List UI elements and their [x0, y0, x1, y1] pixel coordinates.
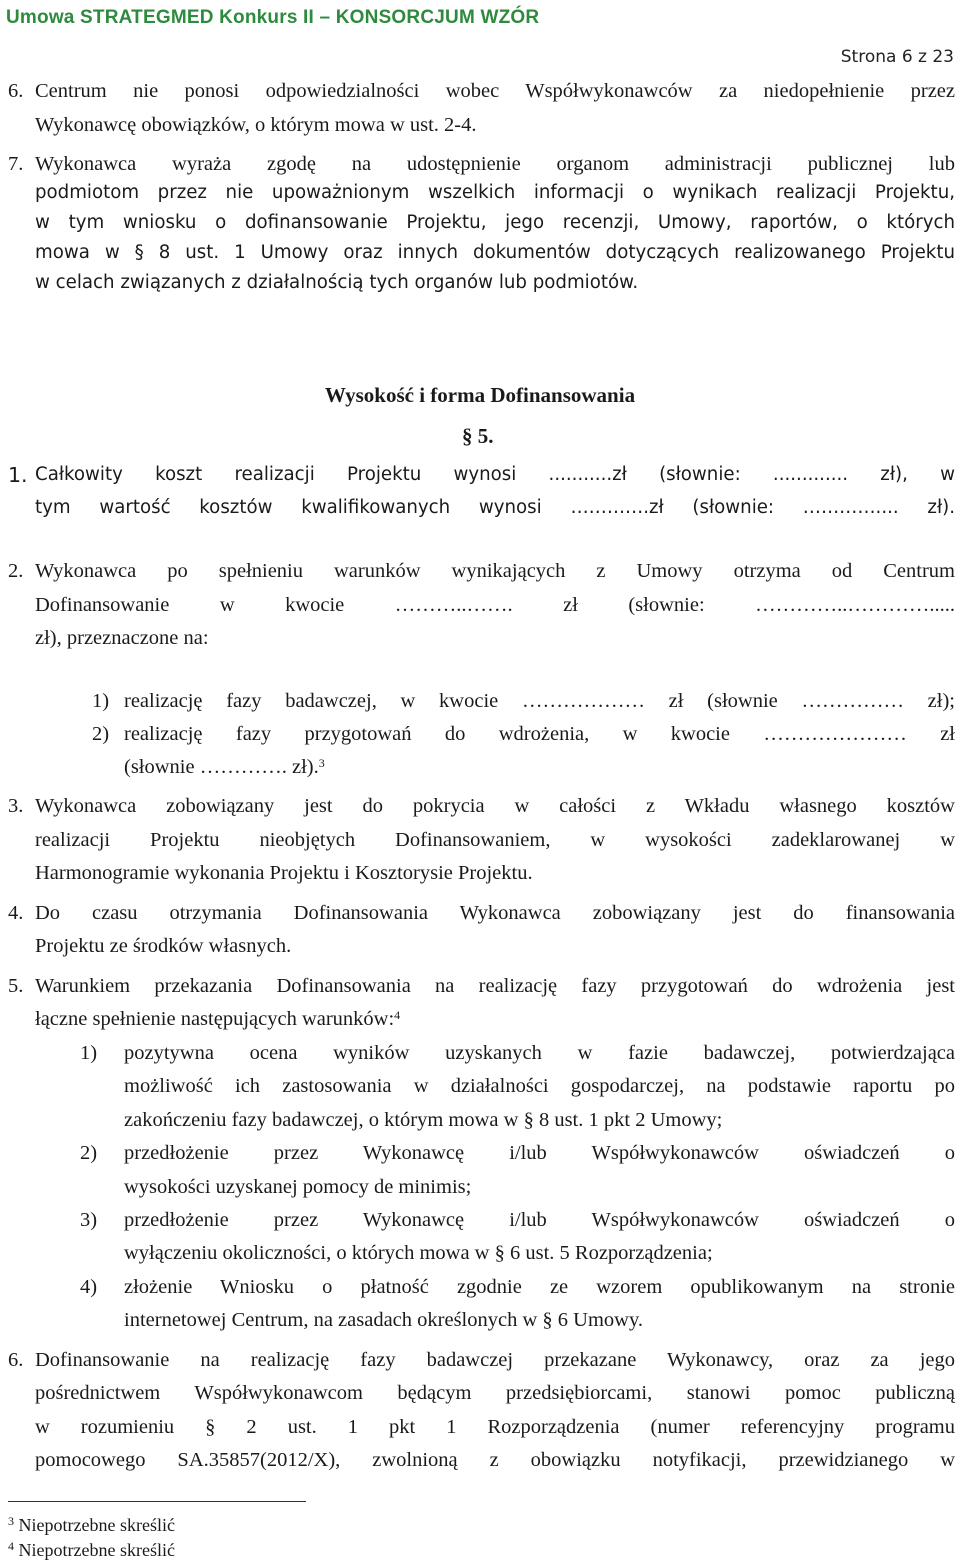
item-6-line-3: w rozumieniu § 2 ust. 1 pkt 1 Rozporządzenia (numer referencyjny programu	[35, 1416, 955, 1438]
item-5-line-1: Warunkiem przekazania Dofinansowania na realizację fazy przygotowań do wdrożenia jest	[35, 975, 955, 997]
item-4-number: 4.	[8, 902, 24, 924]
condition-1-line-1: pozytywna ocena wyników uzyskanych w fazie badawczej, potwierdzająca	[124, 1042, 955, 1064]
item-4-line-1: Do czasu otrzymania Dofinansowania Wykonawca zobowiązany jest do finansowania	[35, 902, 955, 924]
item-6-line-4: pomocowego SA.35857(2012/X), zwolnioną z obowiązku notyfikacji, przewidzianego w	[35, 1449, 955, 1471]
footnote-4-text: Niepotrzebne skreślić	[18, 1540, 175, 1560]
footnote-3	[8, 1514, 175, 1536]
condition-1-number: 1)	[80, 1042, 98, 1064]
document-header-title: Umowa STRATEGMED Konkurs II – KONSORCJUM WZÓR	[6, 7, 540, 28]
footnote-3-text: Niepotrzebne skreślić	[18, 1515, 175, 1535]
condition-1-line-3: zakończeniu fazy badawczej, o którym mowa w § 8 ust. 1 pkt 2 Umowy;	[124, 1109, 723, 1131]
condition-4-line-2: internetowej Centrum, na zasadach określonych w § 6 Umowy.	[124, 1309, 643, 1331]
condition-2-line-1: przedłożenie przez Wykonawcę i/lub Współwykonawców oświadczeń o	[124, 1142, 955, 1164]
item-3-line-1: Wykonawca zobowiązany jest do pokrycia w całości z Wkładu własnego kosztów	[35, 795, 955, 817]
condition-2-line-2: wysokości uzyskanej pomocy de minimis;	[124, 1176, 472, 1198]
paragraph-7-line-2: podmiotom przez nie upoważnionym wszelkich informacji o wynikach realizacji Projektu,	[35, 182, 955, 203]
footnote-ref-3: 3	[318, 756, 325, 770]
footnote-3-mark: 3	[8, 1514, 14, 1528]
item-3-line-3: Harmonogramie wykonania Projektu i Kosztorysie Projektu.	[35, 862, 533, 884]
section-title: Wysokość i forma Dofinansowania	[324, 383, 636, 407]
item-5-line-2	[35, 1004, 400, 1034]
paragraph-7-line-1: Wykonawca wyraża zgodę na udostępnienie organom administracji publicznej lub	[35, 153, 955, 175]
subitem-2-line-2-text: (słownie …………. zł).	[124, 756, 319, 778]
condition-3-line-1: przedłożenie przez Wykonawcę i/lub Współwykonawców oświadczeń o	[124, 1209, 955, 1231]
item-2-number: 2.	[8, 560, 24, 582]
condition-3-line-2: wyłączeniu okoliczności, o których mowa w § 6 ust. 5 Rozporządzenia;	[124, 1242, 713, 1264]
footnote-4-mark: 4	[8, 1539, 14, 1553]
item-6-number: 6.	[8, 1349, 24, 1371]
item-3-number: 3.	[8, 795, 24, 817]
item-5-number: 5.	[8, 975, 24, 997]
item-4-line-2: Projektu ze środków własnych.	[35, 935, 292, 957]
footnote-ref-4: 4	[394, 1008, 401, 1022]
condition-1-line-2: możliwość ich zastosowania w działalności gospodarczej, na podstawie raportu po	[124, 1075, 955, 1097]
page-number: Strona 6 z 23	[840, 47, 954, 67]
item-2-line-2: Dofinansowanie w kwocie ………..……. zł (słownie: …………..………….....	[35, 594, 955, 616]
footnote-separator	[8, 1501, 306, 1502]
paragraph-6-line-2: Wykonawcę obowiązków, o którym mowa w ust. 2-4.	[35, 114, 477, 136]
subitem-2-number: 2)	[92, 723, 110, 745]
item-6-line-1: Dofinansowanie na realizację fazy badawczej przekazane Wykonawcy, oraz za jego	[35, 1349, 955, 1371]
condition-2-number: 2)	[80, 1142, 98, 1164]
condition-4-number: 4)	[80, 1276, 98, 1298]
condition-4-line-1: złożenie Wniosku o płatność zgodnie ze wzorem opublikowanym na stronie	[124, 1276, 955, 1298]
item-1-number: 1.	[8, 463, 28, 487]
item-5-line-2-text: łączne spełnienie następujących warunków:	[35, 1008, 395, 1030]
subitem-1-line-1: realizację fazy badawczej, w kwocie ……………… zł (słownie …………… zł);	[124, 690, 955, 712]
subitem-1-number: 1)	[92, 690, 110, 712]
paragraph-7-number: 7.	[8, 153, 24, 175]
item-2-line-1: Wykonawca po spełnieniu warunków wynikających z Umowy otrzyma od Centrum	[35, 560, 955, 582]
footnote-4	[8, 1539, 175, 1561]
paragraph-7-line-3: w tym wniosku o dofinansowanie Projektu, jego recenzji, Umowy, raportów, o których	[35, 212, 955, 233]
paragraph-7-line-4: mowa w § 8 ust. 1 Umowy oraz innych dokumentów dotyczących realizowanego Projektu	[35, 242, 955, 263]
condition-3-number: 3)	[80, 1209, 98, 1231]
item-1-line-2: tym wartość kosztów kwalifikowanych wynosi ………….zł (słownie: ………….... zł).	[35, 497, 955, 518]
section-number: § 5.	[462, 424, 494, 448]
item-1-line-1: Całkowity koszt realizacji Projektu wynosi ...........zł (słownie: ............. zł), w	[35, 464, 955, 485]
paragraph-7-line-5: w celach związanych z działalnością tych organów lub podmiotów.	[35, 272, 639, 293]
item-3-line-2: realizacji Projektu nieobjętych Dofinansowaniem, w wysokości zadeklarowanej w	[35, 829, 955, 851]
subitem-2-line-2	[124, 752, 325, 782]
paragraph-6-line-1: Centrum nie ponosi odpowiedzialności wobec Współwykonawców za niedopełnienie przez	[35, 80, 955, 102]
subitem-2-line-1: realizację fazy przygotowań do wdrożenia, w kwocie ………………… zł	[124, 723, 955, 745]
item-2-line-3: zł), przeznaczone na:	[35, 627, 209, 649]
paragraph-6-number: 6.	[8, 80, 24, 102]
item-6-line-2: pośrednictwem Współwykonawcom będącym przedsiębiorcami, stanowi pomoc publiczną	[35, 1382, 955, 1404]
